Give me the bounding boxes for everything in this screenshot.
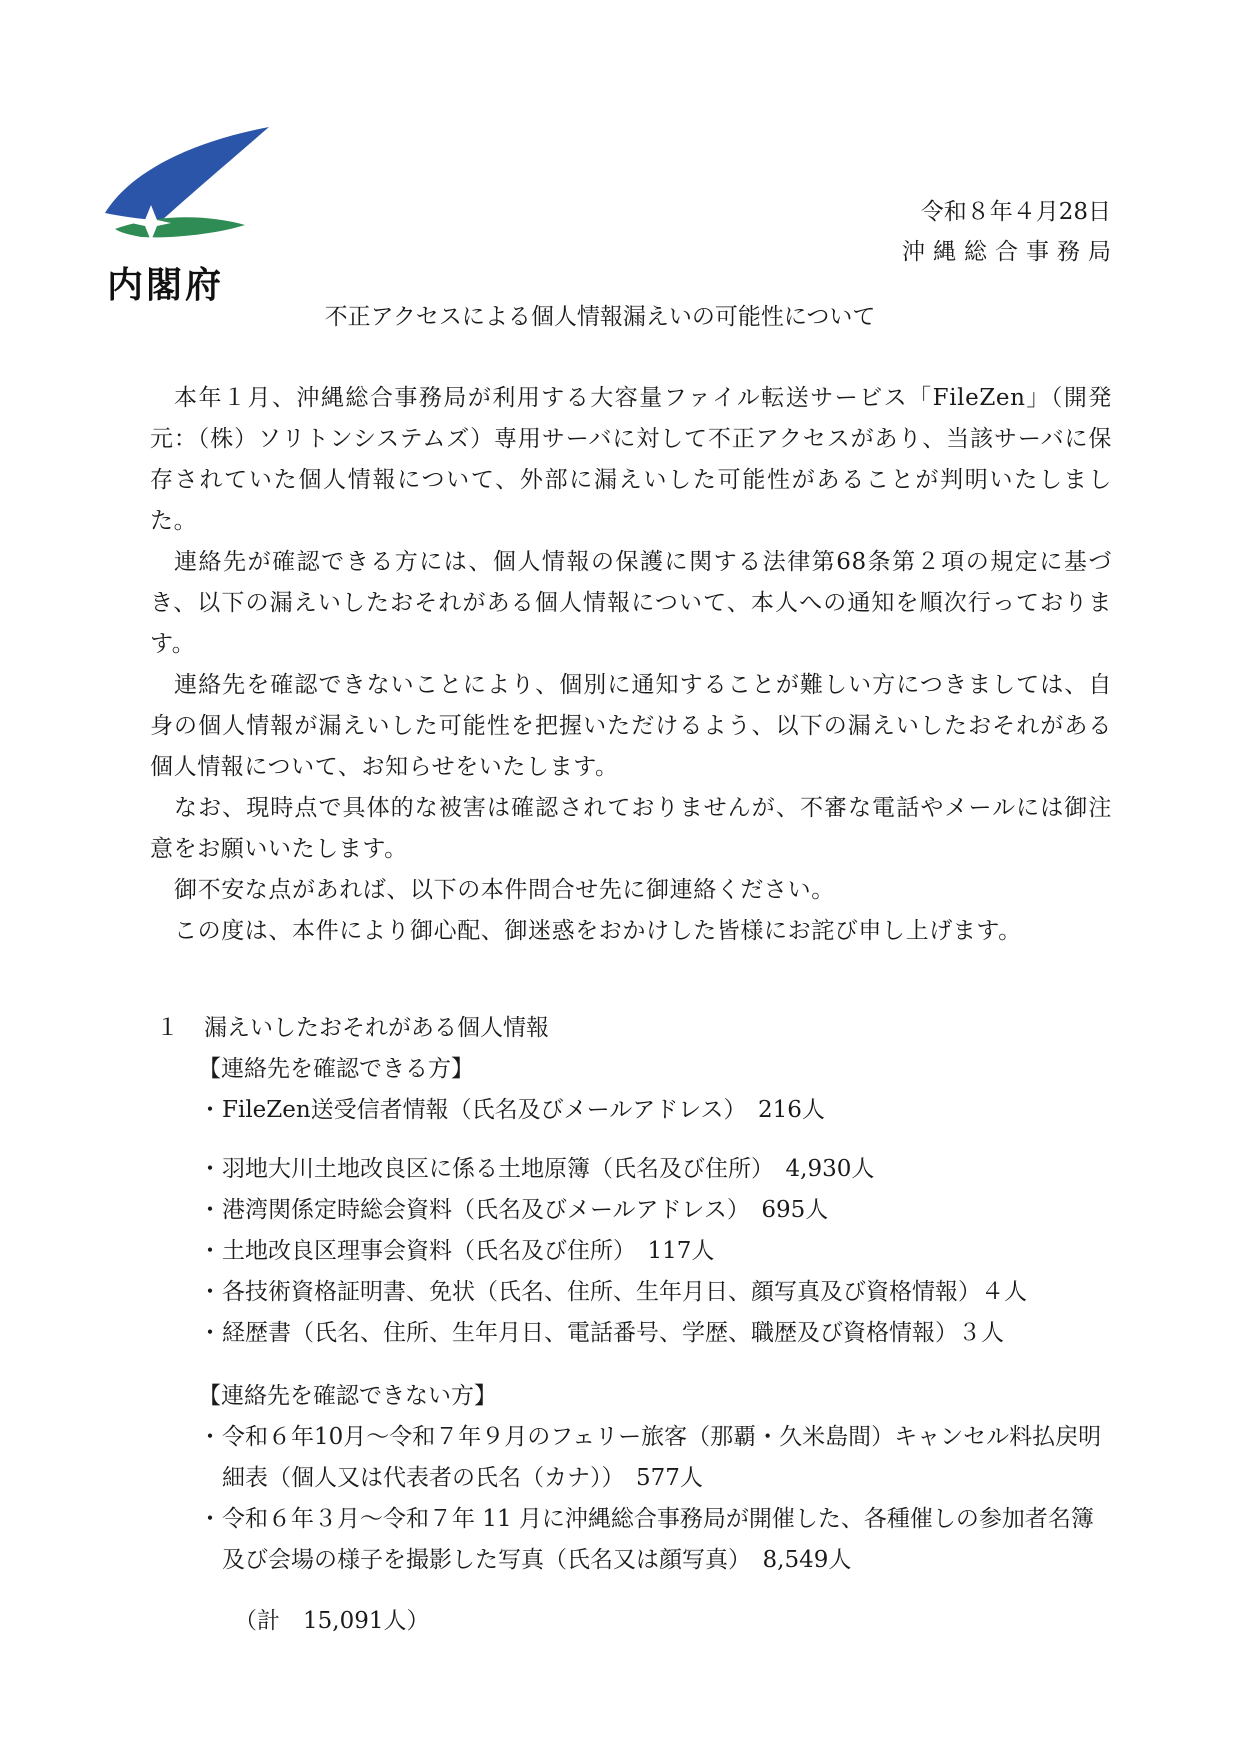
bullet-icon: ・ <box>198 1156 222 1182</box>
section-heading <box>150 1008 1112 1049</box>
bullet-icon: ・ <box>198 1506 222 1532</box>
total-count: （計 15,091人） <box>234 1608 430 1634</box>
leaked-info-section <box>150 1008 1112 1642</box>
section-title: 漏えいしたおそれがある個人情報 <box>204 1015 549 1041</box>
paragraph: この度は、本件により御心配、御迷惑をおかけした皆様にお詫び申し上げます。 <box>174 918 1022 944</box>
notice-body <box>150 378 1112 952</box>
contactable-heading: 【連絡先を確認できる方】 <box>198 1056 474 1082</box>
bullet-icon: ・ <box>198 1197 222 1223</box>
organization-name: 内閣府 <box>107 265 225 306</box>
list-item: ・ 土地改良区理事会資料（氏名及び住所） 117人 <box>150 1231 1112 1272</box>
list-item: ・ 港湾関係定時総会資料（氏名及びメールアドレス） 695人 <box>150 1190 1112 1231</box>
bullet-icon: ・ <box>198 1424 222 1450</box>
cabinet-office-logo <box>105 125 275 305</box>
list-item: ・ 経歴書（氏名、住所、生年月日、電話番号、学歴、職歴及び資格情報）３人 <box>150 1313 1112 1354</box>
list-item: ・ 羽地大川土地改良区に係る土地原簿（氏名及び住所） 4,930人 <box>150 1149 1112 1190</box>
section-number: １ <box>156 1015 179 1041</box>
paragraph: 連絡先が確認できる方には、個人情報の保護に関する法律第68条第２項の規定に基づき、以下の漏えいしたおそれがある個人情報について、本人への通知を順次行っております。 <box>150 549 1112 657</box>
list-item: ・ 令和６年10月～令和７年９月のフェリー旅客（那覇・久米島間）キャンセル料払戻明細表（個人又は代表者の氏名（カナ）） 577人 <box>150 1417 1112 1499</box>
bullet-icon: ・ <box>198 1238 222 1264</box>
list-item: ・ FileZen送受信者情報（氏名及びメールアドレス） 216人 <box>150 1090 1112 1131</box>
document-title: 不正アクセスによる個人情報漏えいの可能性について <box>324 304 876 330</box>
list-item: ・ 各技術資格証明書、免状（氏名、住所、生年月日、顔写真及び資格情報）４人 <box>150 1272 1112 1313</box>
bullet-icon: ・ <box>198 1097 222 1123</box>
paragraph: 本年１月、沖縄総合事務局が利用する大容量ファイル転送サービス「FileZen」（開発元：（株）ソリトンシステムズ）専用サーバに対して不正アクセスがあり、当該サーバに保存されていた個人情報について、外部に漏えいした可能性があることが判明いたしました。 <box>150 385 1112 534</box>
list-item: ・ 令和６年３月～令和７年 11 月に沖縄総合事務局が開催した、各種催しの参加者名簿及び会場の様子を撮影した写真（氏名又は顔写真） 8,549人 <box>150 1499 1112 1581</box>
document-date: 令和８年４月28日 <box>920 199 1111 225</box>
document-header <box>902 192 1119 272</box>
cabinet-office-emblem-icon <box>105 125 275 255</box>
issuing-office: 沖縄総合事務局 <box>902 239 1119 265</box>
paragraph: 御不安な点があれば、以下の本件問合せ先に御連絡ください。 <box>174 877 835 903</box>
bullet-icon: ・ <box>198 1279 222 1305</box>
paragraph: 連絡先を確認できないことにより、個別に通知することが難しい方につきましては、自身の個人情報が漏えいした可能性を把握いただけるよう、以下の漏えいしたおそれがある個人情報について、お知らせをいたします。 <box>150 672 1112 780</box>
non-contactable-heading: 【連絡先を確認できない方】 <box>198 1383 497 1409</box>
paragraph: なお、現時点で具体的な被害は確認されておりませんが、不審な電話やメールには御注意をお願いいたします。 <box>150 795 1112 862</box>
bullet-icon: ・ <box>198 1320 222 1346</box>
